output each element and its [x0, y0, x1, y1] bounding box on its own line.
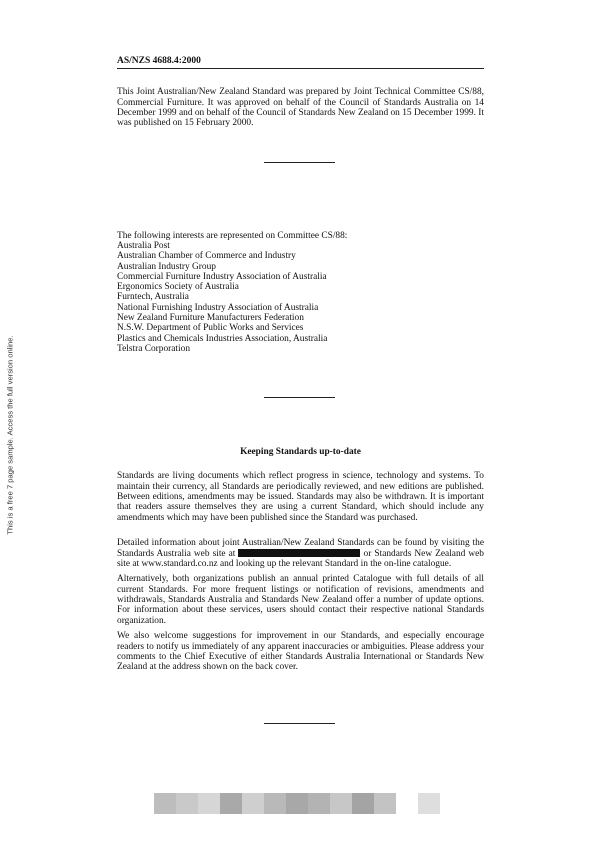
- footer-block: [352, 793, 374, 814]
- paragraph-text: Detailed information about joint Australian/New Zealand Standards can be found by visiting the Standards Australia web site at: [117, 538, 484, 559]
- committee-member: Commercial Furniture Industry Association of Australia: [117, 271, 327, 282]
- preparation-paragraph: This Joint Australian/New Zealand Standard was prepared by Joint Technical Committee CS/88, Commercial Furniture. It was approved on behalf of the Council of Standards Australia on 14 December 1999 and on behalf of the Council of Standards New Zealand on 15 December 1999. It was published on 15 February 2000.: [117, 87, 484, 129]
- keeping-standards-title: Keeping Standards up-to-date: [240, 447, 361, 457]
- keeping-paragraph-1: Standards are living documents which reflect progress in science, technology and systems. To maintain their currency, all Standards are periodically reviewed, and new editions are published. Between editions, amendments may be issued. Standards may also be withdrawn. It is important that readers assure themselves they are using a current Standard, which should include any amendments which may have been published since the Standard was purchased.: [117, 471, 484, 523]
- committee-member: Australian Industry Group: [117, 261, 216, 272]
- header-rule: [117, 68, 484, 69]
- committee-member: Australian Chamber of Commerce and Industry: [117, 251, 296, 262]
- footer-block: [418, 793, 440, 814]
- committee-member: Ergonomics Society of Australia: [117, 282, 239, 293]
- footer-block: [242, 793, 264, 814]
- committee-member: National Furnishing Industry Association of Australia: [117, 302, 319, 313]
- section-divider: [264, 162, 335, 163]
- committee-member: N.S.W. Department of Public Works and Services: [117, 323, 304, 334]
- blurred-footer-strip: [0, 793, 600, 814]
- keeping-paragraph-3: Alternatively, both organizations publish an annual printed Catalogue with full details of all current Standards. For more frequent listings or notification of revisions, amendments and withdrawals, Standards Australia and Standards New Zealand offer a number of update options. For information about these services, users should contact their respective national Standards organization.: [117, 574, 484, 626]
- footer-block: [374, 793, 396, 814]
- footer-block: [396, 793, 418, 814]
- footer-block: [264, 793, 286, 814]
- committee-member: New Zealand Furniture Manufacturers Federation: [117, 313, 304, 324]
- committee-members-list: [117, 241, 327, 354]
- paragraph-text: or Standards New Zealand web site at www.standard.co.nz and looking up the relevant Standard in the on-line catalogue.: [117, 548, 484, 569]
- redacted-url: [238, 549, 360, 557]
- footer-block: [286, 793, 308, 814]
- committee-intro: The following interests are represented on Committee CS/88:: [117, 231, 348, 242]
- keeping-paragraph-4: We also welcome suggestions for improvement in our Standards, and especially encourage readers to notify us immediately of any apparent inaccuracies or ambiguities. Please address your comments to the Chief Executive of either Standards Australia International or Standards New Zealand at the address shown on the back cover.: [117, 631, 484, 673]
- footer-block: [308, 793, 330, 814]
- committee-member: Furntech, Australia: [117, 292, 189, 303]
- committee-member: Australia Post: [117, 241, 170, 251]
- document-id: AS/NZS 4688.4:2000: [117, 56, 201, 66]
- section-divider: [264, 397, 335, 398]
- sample-notice: This is a free 7 page sample. Access the full version online.: [5, 335, 15, 535]
- footer-block: [330, 793, 352, 814]
- committee-member: Telstra Corporation: [117, 343, 191, 354]
- section-divider: [264, 723, 335, 724]
- footer-block: [198, 793, 220, 814]
- footer-block: [220, 793, 242, 814]
- footer-block: [154, 793, 176, 814]
- keeping-paragraph-2: [117, 538, 484, 569]
- committee-member: Plastics and Chemicals Industries Association, Australia: [117, 333, 328, 344]
- footer-block: [176, 793, 198, 814]
